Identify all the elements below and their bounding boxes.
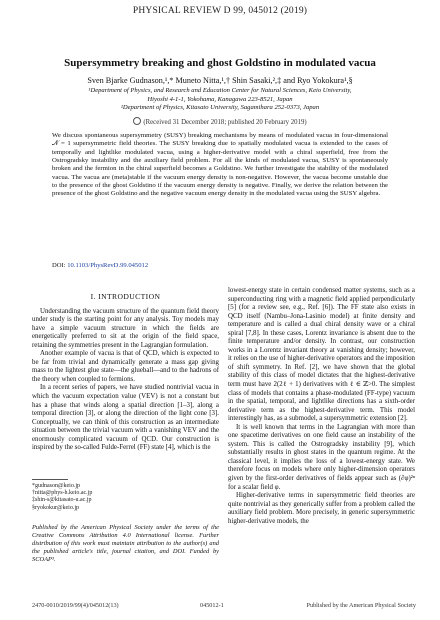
footnote-email[interactable]: *gudnason@keio.jp: [32, 483, 81, 489]
paper-title: Supersymmetry breaking and ghost Goldstino in modulated vacua: [64, 57, 376, 69]
footnote-email[interactable]: ‡shin-s@kitasato-u.ac.jp: [32, 497, 92, 504]
footnote-divider: [32, 479, 68, 480]
paragraph: It is well known that terms in the Lagrangian with more than one spacetime derivatives on one field cause an instability of the system. This is called the Ostrogradsky instability [9], which substantially results in ghost states in the quantum regime. At the classical level, it implies the loss of a lowest-energy state. We therefore focus on models where only higher-dimension operators given by the first-order derivatives of fields appear such as (∂φ)²ⁿ for a scalar field φ.: [228, 423, 415, 491]
footer-page-number: 045012-1: [200, 602, 224, 609]
right-column: [228, 287, 415, 526]
affiliation-line-1: ¹Department of Physics, and Research and Education Center for Natural Sciences, Keio University,: [88, 87, 352, 94]
received-line: [30, 117, 410, 126]
doi-link[interactable]: 10.1103/PhysRevD.99.045012: [67, 262, 149, 269]
author-list: Sven Bjarke Gudnason,¹,* Muneto Nitta,¹,† Shin Sasaki,²,‡ and Ryo Yokokura¹,§: [87, 76, 353, 85]
affiliation-line-2: Hiyoshi 4-1-1, Yokohama, Kanagawa 223-8521, Japan: [147, 95, 293, 103]
paragraph: Higher-derivative terms in supersymmetric field theories are quite nontrivial as they generically suffer from a problem called the auxiliary field problem. More precisely, in generic supersymmetric higher-derivative models, the: [228, 492, 415, 525]
paragraph: In a recent series of papers, we have studied nontrivial vacua in which the vacuum expectation value (VEV) is not a constant but has a phase that winds along a spatial direction [1–3], along a temporal direction [3], or along the direction of the light cone [3]. Conceptually, we can think of this construction as an intermediate situation between the trivial vacuum with a vanishing VEV and the enormously complicated vacuum of QCD. Our construction is inspired by the so-called Fulde-Ferrel (FF) state [4], which is the: [32, 384, 219, 452]
footnotes: [32, 479, 152, 512]
paragraph: lowest-energy state in certain condensed matter systems, such as a superconducting ring with a magnetic field applied perpendicularly [5] (for a review see, e.g., Ref. [6]). The FF state also exists in QCD itself (Nambu–Jona-Lasinio model) at finite density and temperature and is called a dual chiral density wave or a chiral spiral [7,8]. In these cases, Lorentz invariance is absent due to the finite temperature and/or density. In contrast, our construction works in a Lorentz invariant theory at vanishing density; however, it relies on the use of higher-derivative operators and the imposition of shift symmetry. In Ref. [2], we have shown that the global stability of this class of model dictates that the highest-derivative term must have 2(2ℓ + 1) derivatives with ℓ ∈ ℤ>0. The simplest class of models that contains a phase-modulated (FF-type) vacuum in the spatial, temporal, and lightlike directions has a sixth-order derivative term as the highest-derivative term. This model interestingly has, as a submodel, a supersymmetric extension [2].: [228, 287, 416, 423]
section-heading: I. INTRODUCTION: [90, 292, 161, 301]
affiliation-line-3: ²Department of Physics, Kitasato University, Sagamihara 252-0373, Japan: [120, 104, 320, 111]
footnote-email[interactable]: §ryokokur@keio.jp: [32, 504, 80, 511]
paragraph: Another example of vacua is that of QCD, which is expected to be far from trivial and dynamically generate a mass gap giving mass to the lightest glue state—the glueball—and to the hadrons of the theory when coupled to fermions.: [32, 350, 219, 383]
footer-issn: 2470-0010/2019/99(4)/045012(13): [32, 602, 119, 609]
journal-header: PHYSICAL REVIEW D 99, 045012 (2019): [132, 6, 308, 16]
doi-label: DOI:: [52, 262, 66, 269]
footer-publisher: Published by the American Physical Society: [306, 602, 416, 609]
clock-icon: [133, 117, 141, 125]
received-text: (Received 31 December 2018; published 20 February 2019): [143, 119, 307, 126]
doi-line: [52, 262, 148, 269]
paragraph: Understanding the vacuum structure of the quantum field theory under study is the starting point for any analysis. Toy models may have a simple vacuum structure in which the fields are energetically preferred to sit at the origin of the field space, retaining the symmetries present in the Lagrangian formulation.: [32, 307, 219, 349]
license-notice: Published by the American Physical Society under the terms of the Creative Commons Attribution 4.0 International license. Further distribution of this work must maintain attribution to the author(s) and the published article's title, journal citation, and DOI. Funded by SCOAP³.: [32, 524, 219, 563]
left-column: [32, 287, 219, 453]
footnote-email[interactable]: †nitta@phys-h.keio.ac.jp: [32, 490, 93, 497]
abstract: We discuss spontaneous supersymmetry (SUSY) breaking mechanisms by means of modulated vacua in four-dimensional 𝒩 = 1 supersymmetric field theories. The SUSY breaking due to spatially modulated vacua is extended to the cases of temporally and lightlike modulated vacua, using a higher-derivative model with a chiral superfield, free from the Ostrogradsky instability and the auxiliary field problem. For all the kinds of modulated vacua, SUSY is spontaneously broken and the fermion in the chiral superfield becomes a Goldstino. We further investigate the stability of the modulated vacua. The vacua are (meta)stable if the vacuum energy density is non-negative. However, the vacua become unstable due to the presence of the ghost Goldstino if the vacuum energy density is negative. Finally, we derive the relation between the presence of the ghost Goldstino and the negative vacuum energy density in the modulated vacua using the SUSY algebra.: [52, 132, 388, 198]
